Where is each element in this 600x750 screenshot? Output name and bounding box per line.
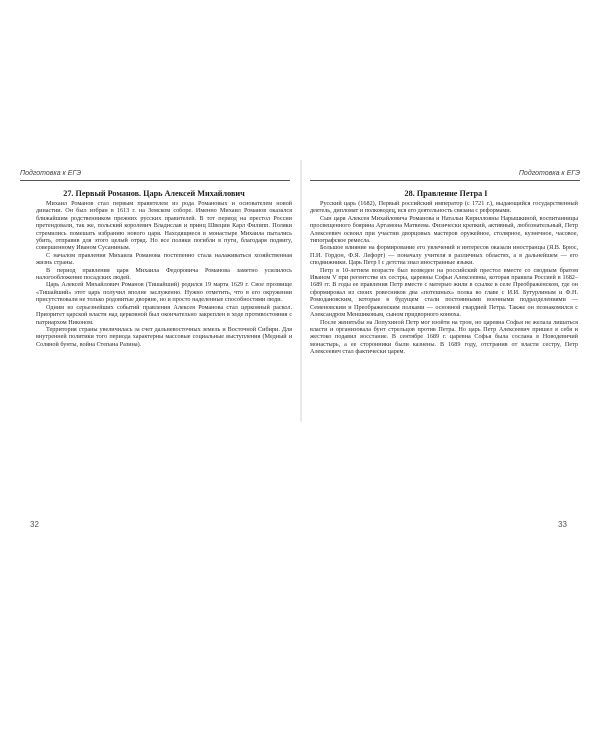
header-rule <box>20 180 290 181</box>
paragraph: Сын царя Алексея Михайловича Романова и Натальи Кирилловны Нарышкиной, воспитанницы просвещенного боярина Артамона Матвеева. Физически крепкий, активный, любознательный, Петр Алексеевич освоил при участии дворцовых мастеров оружейное, столярное, кузнечное, часовое, типографское ремесла. <box>310 214 578 245</box>
header-rule <box>310 180 580 181</box>
page-number-right: 33 <box>558 520 567 529</box>
running-header: Подготовка к ЕГЭ <box>20 170 82 177</box>
paragraph: Одним из серьезнейших событий правления Алексея Романова стал церковный раскол. Приоритет царской власти над церковной был окончательно закреплен в ходе противостояния с патриархом Никоном. <box>36 303 292 326</box>
section-title: 27. Первый Романов. Царь Алексей Михайлович <box>63 189 245 198</box>
paragraph: В период правления царя Михаила Федоровича Романова заметно усилилось налогообложение посадских людей. <box>36 266 292 282</box>
running-header: Подготовка к ЕГЭ <box>518 170 580 177</box>
book-gutter <box>300 160 302 422</box>
book-spread <box>12 160 586 422</box>
paragraph: Русский царь (1682), Первый российский император (с 1721 г.), выдающийся государственный деятель, дипломат и полководец, вся его деятельность связана с реформами. <box>310 200 578 215</box>
section-body <box>310 200 578 418</box>
right-page <box>306 160 586 422</box>
left-page <box>12 160 296 422</box>
section-body <box>36 200 292 418</box>
paragraph: Михаил Романов стал первым правителем из рода Романовых и основателем новой династии. Он был избран в 1613 г. на Земском соборе. Именно Михаил Романов оказался ближайшим родственником прежних русских правителей. В тот период на престол России претендовали, так же, польский королевич Владислав и принц Швеции Карл Филипп. Поляки стремились помешать избранию нового царя. Находящиеся в монастыре Михаила пытались убить, отправив для этого целый отряд. Но все поляки погибли в пути, благодаря подвигу, совершенному Иваном Сусаниным. <box>36 200 292 252</box>
paragraph: Большое влияние на формирование его увлечений и интересов оказали иностранцы (Я.В. Брюс, П.И. Гордон, Ф.Я. Лефорт) — поначалу учителя в различных областях, а в дальнейшем — его сподвижники. Царь Петр I с детства знал иностранные языки. <box>310 244 578 267</box>
paragraph: Территория страны увеличилась за счет дальневосточных земель и Восточной Сибири. Для внутренней политики того периода характерны массовые социальные выступления (Медный и Соляной бунты, война Степана Разина). <box>36 325 292 348</box>
paragraph: После женитьбы на Лопухиной Петр мог взойти на трон, но царевна Софья не желала лишаться власти и организовала бунт стрельцов против Петра. Но царь Петр Алексеевич пришел в себя и жестоко подавил восстание. В сентябре 1689 г. царевна Софья была сослана в Новодевичий монастырь, а ее сторонники были казнены. В 1689 году, отстранив от власти сестру, Петр Алексеевич стал фактически царем. <box>310 318 578 356</box>
paragraph: С началом правления Михаила Романова постепенно стала налаживаться хозяйственная жизнь страны. <box>36 251 292 267</box>
paragraph: Петр в 10-летнем возрасте был возведен на российский престол вместе со сводным братом Иваном V при регентстве их сестры, царевны Софьи Алексеевны, которая правила Россией в 1682–1689 гг. В годы ее правления Петр вместе с матерью жили в ссылке в селе Преображенском, где он сформировал из своих ровесников два «потешных» полка во главе с И.И. Бутурлиным и Ф.Н. Ромодановским, которые в будущем стали постоянными военными подразделениями — Семеновским и Преображенским полками — основной гвардией Петра. Также он познакомился с Александром Меншиковым, сыном придворного конюха. <box>310 266 578 319</box>
paragraph: Царь Алексей Михайлович Романов (Тишайший) родился 19 марта 1629 г. Свое прозвище «Тишайший» этот царь получил вполне заслуженно. Нужно отметить, что в его окружении присутствовали не только родовитые дворяне, но и просто наделенные способностями люди. <box>36 281 292 304</box>
section-title: 28. Правление Петра I <box>404 189 488 198</box>
page-number-left: 32 <box>30 520 39 529</box>
